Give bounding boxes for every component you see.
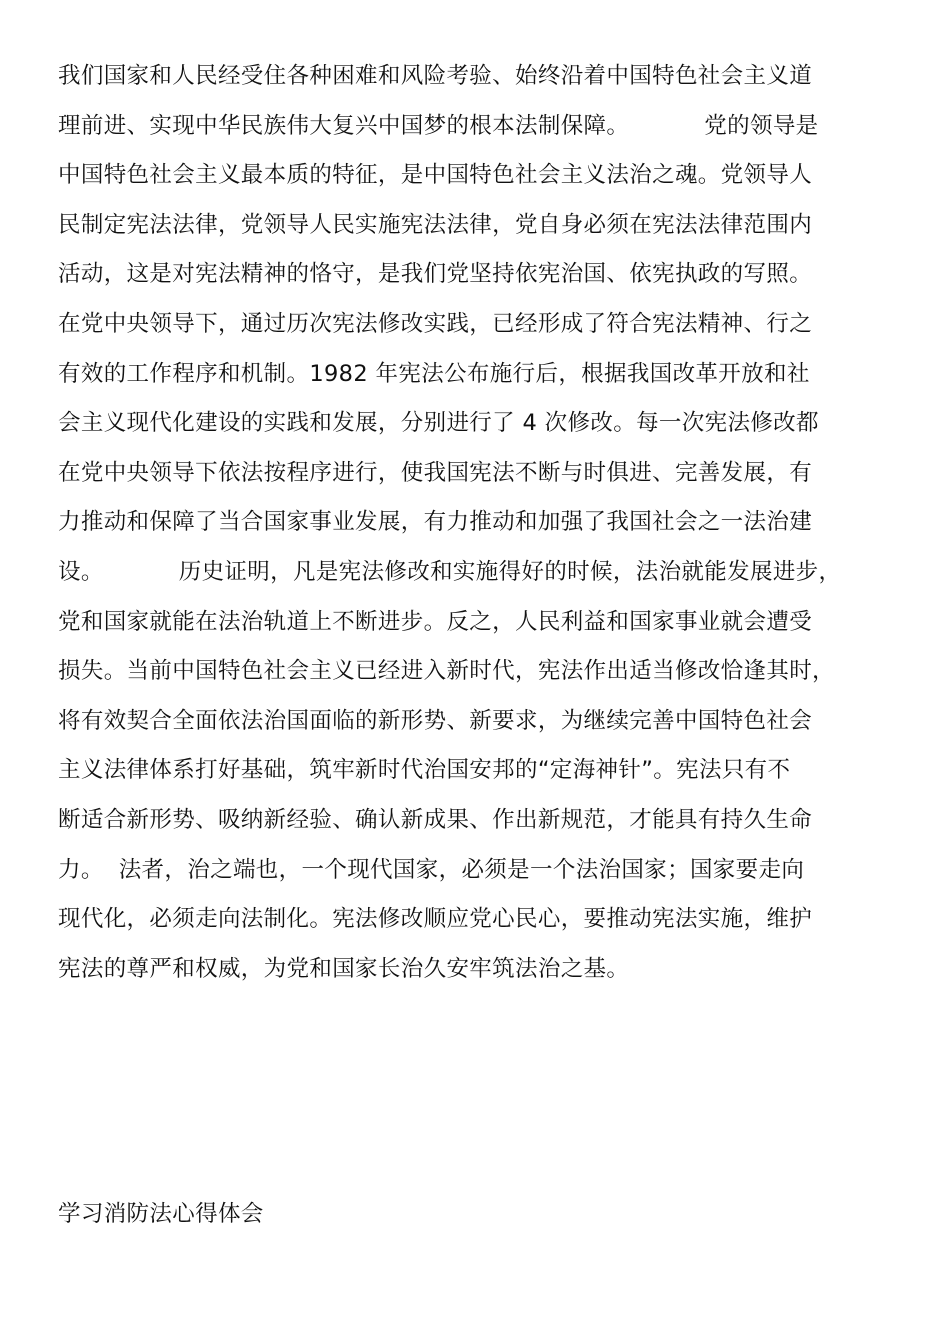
text-line: 设。 历史证明，凡是宪法修改和实施得好的时候，法治就能发展进步， <box>58 558 842 585</box>
text-line: 中国特色社会主义最本质的特征，是中国特色社会主义法治之魂。党领导人 <box>58 162 813 189</box>
text-line: 断适合新形势、吸纳新经验、确认新成果、作出新规范，才能具有持久生命 <box>58 806 813 833</box>
text-line: 损失。当前中国特色社会主义已经进入新时代，宪法作出适当修改恰逢其时， <box>58 658 835 685</box>
text-line: 有效的工作程序和机制。1982 年宪法公布施行后，根据我国改革开放和社 <box>58 360 810 387</box>
text-line: 力推动和保障了当合国家事业发展，有力推动和加强了我国社会之一法治建 <box>58 509 813 536</box>
text-line: 主义法律体系打好基础，筑牢新时代治国安邦的“定海神针”。宪法只有不 <box>58 757 791 784</box>
text-line: 现代化，必须走向法制化。宪法修改顺应党心民心，要推动宪法实施，维护 <box>58 906 813 933</box>
text-line: 我们国家和人民经受住各种困难和风险考验、始终沿着中国特色社会主义道 <box>58 63 813 89</box>
text-line: 力。 法者，治之端也，一个现代国家，必须是一个法治国家；国家要走向 <box>58 856 805 883</box>
text-line: 宪法的尊严和权威，为党和国家长治久安牢筑法治之基。 <box>58 955 630 982</box>
body-text <box>58 52 898 994</box>
text-line: 民制定宪法法律，党领导人民实施宪法法律，党自身必须在宪法法律范围内 <box>58 211 813 238</box>
text-line: 理前进、实现中华民族伟大复兴中国梦的根本法制保障。 党的领导是 <box>58 112 819 139</box>
text-line: 在党中央领导下，通过历次宪法修改实践，已经形成了符合宪法精神、行之 <box>58 310 813 337</box>
text-line: 会主义现代化建设的实践和发展，分别进行了 4 次修改。每一次宪法修改都 <box>58 410 819 437</box>
next-section-title: 学习消防法心得体会 <box>58 1201 264 1227</box>
text-line: 将有效契合全面依法治国面临的新形势、新要求，为继续完善中国特色社会 <box>58 707 813 734</box>
text-line: 党和国家就能在法治轨道上不断进步。反之，人民利益和国家事业就会遭受 <box>58 608 813 635</box>
text-line: 在党中央领导下依法按程序进行，使我国宪法不断与时俱进、完善发展，有 <box>58 459 813 486</box>
text-line: 活动，这是对宪法精神的恪守，是我们党坚持依宪治国、依宪执政的写照。 <box>58 261 813 288</box>
